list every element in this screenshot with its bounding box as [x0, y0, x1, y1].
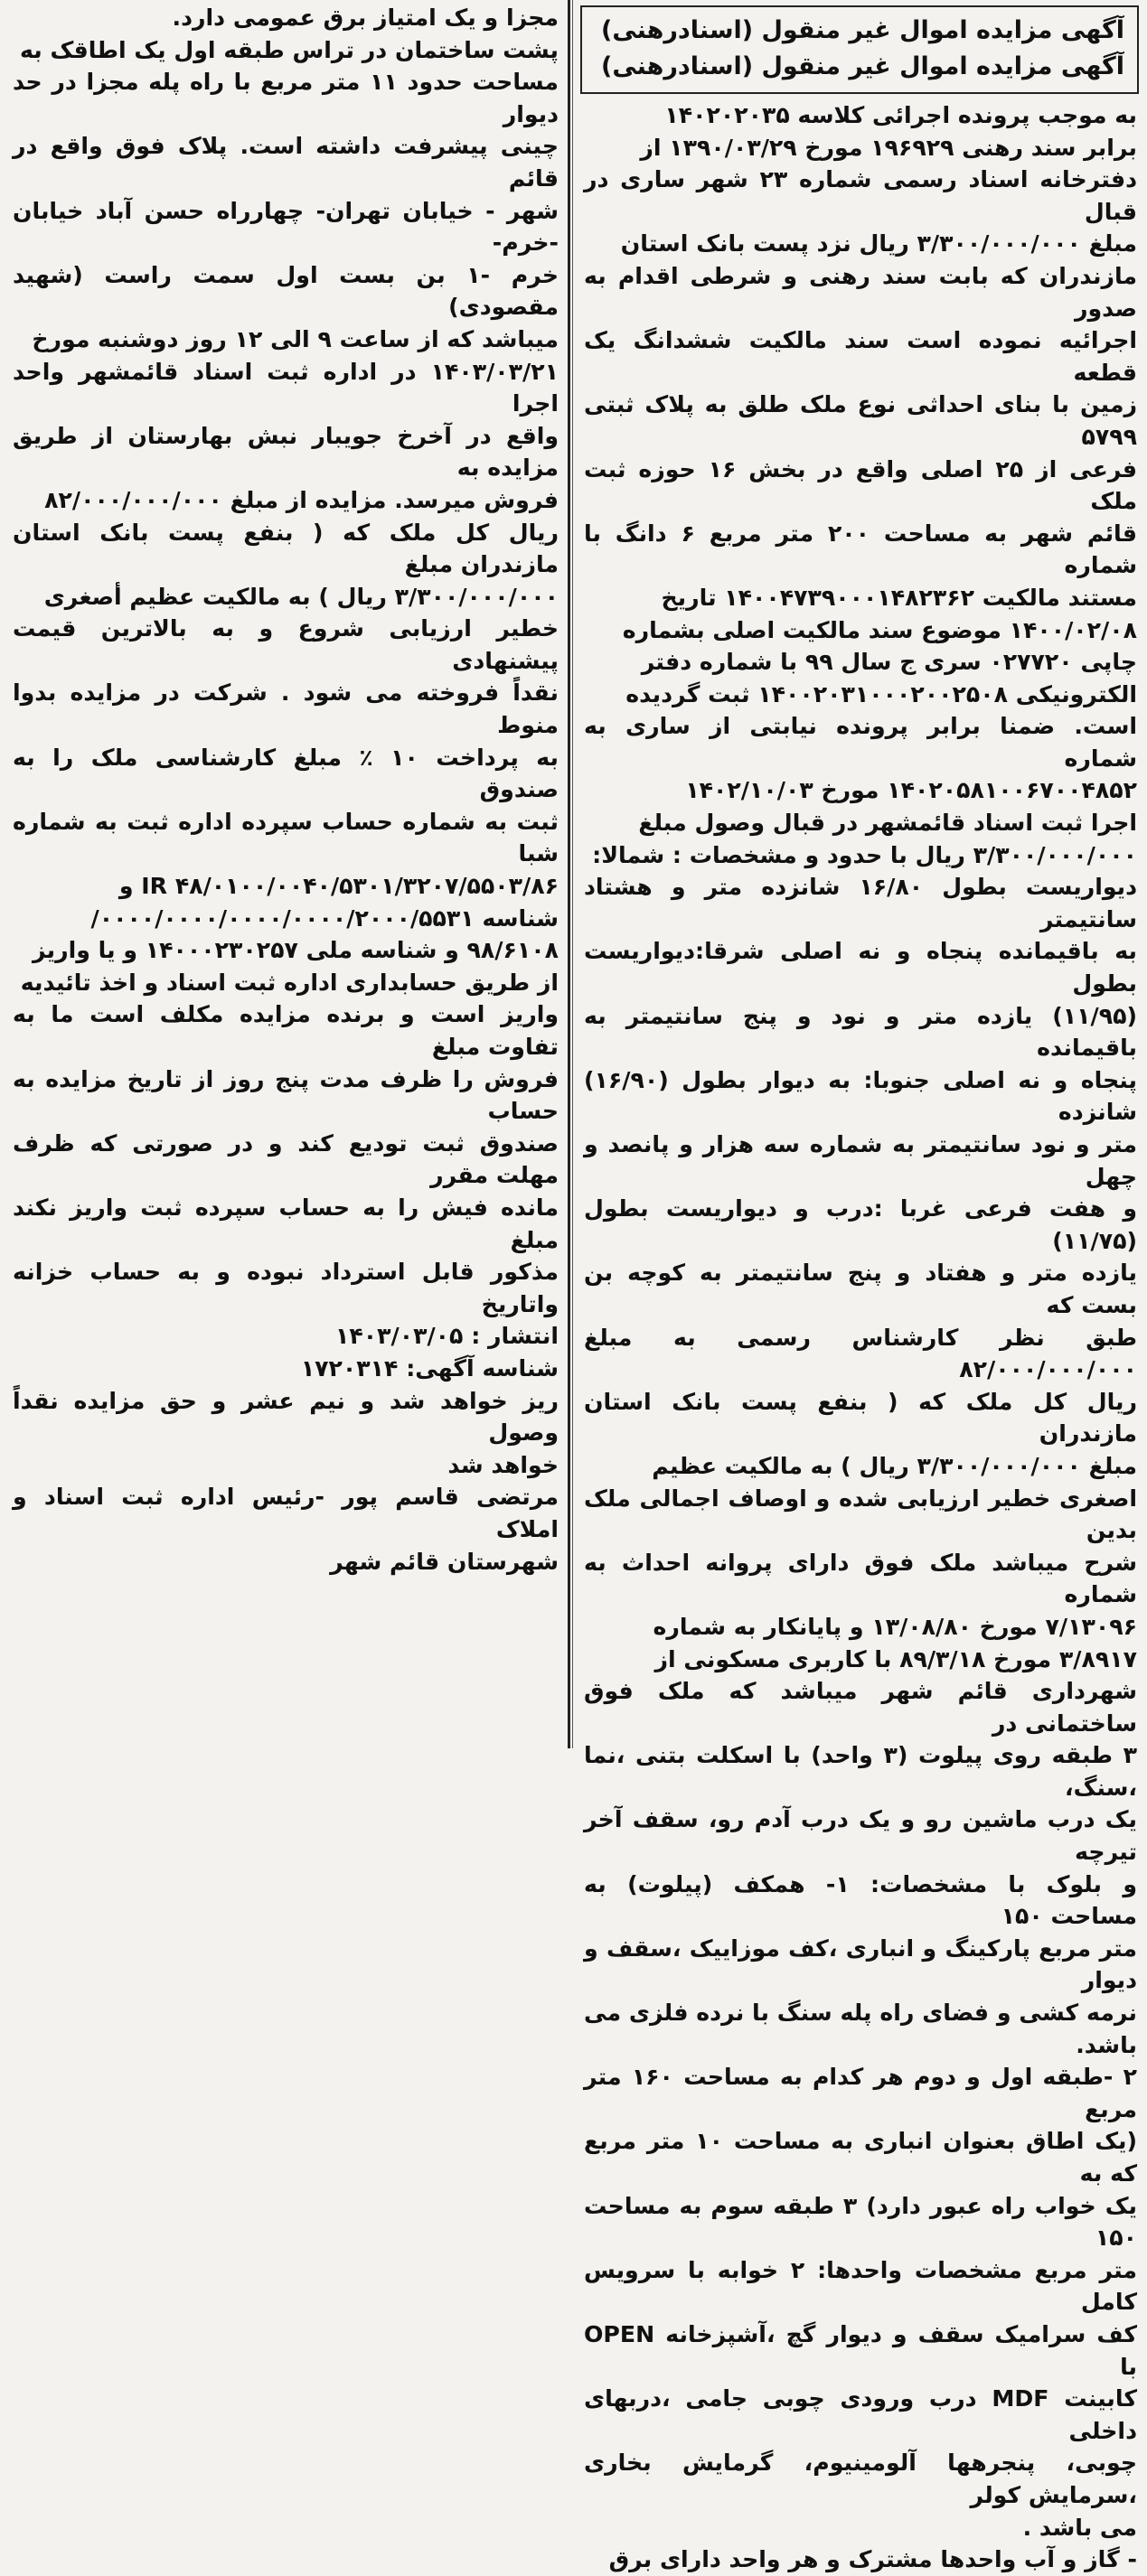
signature: مرتضی قاسم پور -رئیس اداره ثبت اسناد و املاک شهرستان قائم شهر [13, 1484, 559, 1575]
header-title-1: آگهی مزایده اموال غیر منقول (اسنادرهنی) [600, 16, 1124, 44]
notice-body-right: به موجب پرونده اجرائی کلاسه ۱۴۰۲۰۲۰۳۵ برابر سند رهنی ۱۹۶۹۲۹ مورخ ۱۳۹۰/۰۳/۲۹ از دفترخانه اسناد رسمی شماره ۲۳ شهر ساری در قبال مبلغ ۳/۳۰۰/۰۰۰/۰۰۰ ریال نزد پست بانک استان مازندران که بابت سند رهنی و شرطی اقدام به صدور اجرائیه نموده است سند مالکیت ششدانگ یک قطعه زمین با بنای احداثی نوع ملک طلق به پلاک ثبتی ۵۷۹۹ فرعی از ۲۵ اصلی واقع در بخش ۱۶ حوزه ثبت ملک قائم شهر به مساحت ۲۰۰ متر مربع ۶ دانگ با شماره مستند مالکیت ۱۴۰۰۴۷۳۹۰۰۰۱۴۸۲۳۶۲ تاریخ ۱۴۰۰/۰۲/۰۸ موضوع سند مالکیت اصلی بشماره چاپی ۰۲۷۷۲۰ سری ج سال ۹۹ با شماره دفتر الکترونیکی ۱۴۰۰۲۰۳۱۰۰۰۲۰۰۲۵۰۸ ثبت گردیده است. ضمنا برابر پرونده نیابتی از ساری به شماره ۱۴۰۲۰۵۸۱۰۰۶۷۰۰۴۸۵۲ مورخ ۱۴۰۲/۱۰/۰۳ اجرا ثبت اسناد قائمشهر در قبال وصول مبلغ ۳/۳۰۰/۰۰۰/۰۰۰ ریال با حدود و مشخصات : شمالا: دیواریست بطول ۱۶/۸۰ شانزده متر و هشتاد سانتیمتر به باقیمانده پنجاه و نه اصلی شرقا:دیواریست بطول (۱۱/۹۵) یازده متر و نود و پنج سانتیمتر به باقیمانده پنجاه و نه اصلی جنوبا: به دیوار بطول (۱۶/۹۰) شانزده متر و نود سانتیمتر به شماره سه هزار و پانصد و چهل و هفت فرعی غربا :درب و دیواریست بطول (۱۱/۷۵) یازده متر و هفتاد و پنج سانتیمتر به کوچه بن بست که طبق نظر کارشناس رسمی به مبلغ ۸۲/۰۰۰/۰۰۰/۰۰۰ ریال کل ملک که ( بنفع پست بانک استان مازندران مبلغ ۳/۳۰۰/۰۰۰/۰۰۰ ریال ) به مالکیت عظیم اصغری خطیر ارزیابی شده و اوصاف اجمالی ملک بدین شرح میباشد ملک فوق دارای پروانه احداث به شماره ۷/۱۳۰۹۶ مورخ ۱۳/۰۸/۸۰ و پایانکار به شماره ۳/۸۹۱۷ مورخ ۸۹/۳/۱۸ با کاربری مسکونی از شهرداری قائم شهر میباشد که ملک فوق ساختمانی در ۳ طبقه روی پیلوت (۳ واحد) با اسکلت بتنی ،نما ،سنگ، یک درب ماشین رو و یک درب آدم رو، سقف آخر تیرچه و بلوک با مشخصات: ۱- همکف (پیلوت) به مساحت ۱۵۰ متر مربع پارکینگ و انباری ،کف موزاییک ،سقف و دیوار نرمه کشی و فضای راه پله سنگ با نرده فلزی می باشد. ۲ -طبقه اول و دوم هر کدام به مساحت ۱۶۰ متر مربع (یک اطاق بعنوان انباری به مساحت ۱۰ متر مربع که به یک خواب راه عبور دارد) ۳ طبقه سوم به مساحت ۱۵۰ متر مربع مشخصات واحدها: ۲ خوابه با سرویس کامل کف سرامیک سقف و دیوار گچ ،آشپزخانه OPEN با کابینت MDF درب ورودی چوبی جامی ،دربهای داخلی چوبی، پنجرهها آلومینیوم، گرمایش بخاری ،سرمایش کولر می باشد . - گاز و آب واحدها مشترک و هر واحد دارای برق [584, 102, 1138, 2573]
header-title-2: آگهی مزایده اموال غیر منقول (اسنادرهنی) [600, 52, 1124, 80]
right-column [575, 0, 1144, 2573]
notice-header [580, 5, 1139, 94]
notice-body-left: مجزا و یک امتیاز برق عمومی دارد. پشت ساختمان در تراس طبقه اول یک اطاقک به مساحت حدود ۱۱ متر مربع با راه پله مجزا در حد دیوار چینی پیشرفت داشته است. پلاک فوق واقع در قائم شهر - خیابان تهران- چهارراه حسن آباد خیابان -خرم- خرم -۱ بن بست اول سمت راست (شهید مقصودی) میباشد که از ساعت ۹ الی ۱۲ روز دوشنبه مورخ ۱۴۰۳/۰۳/۲۱ در اداره ثبت اسناد قائمشهر واحد اجرا واقع در آخرخ جویبار نبش بهارستان از طریق مزایده به فروش میرسد. مزایده از مبلغ ۸۲/۰۰۰/۰۰۰/۰۰۰ ریال کل ملک که ( بنفع پست بانک استان مازندران مبلغ ۳/۳۰۰/۰۰۰/۰۰۰ ریال ) به مالکیت عظیم أصغری خطیر ارزیابی شروع و به بالاترین قیمت پیشنهادی نقداً فروخته می شود . شرکت در مزایده بدوا منوط به پرداخت ۱۰ ٪ مبلغ کارشناسی ملک را به صندوق ثبت به شماره حساب سپرده اداره ثبت به شماره شبا IR ۴۸/۰۱۰۰/۰۰۴۰/۵۳۰۱/۳۲۰۷/۵۵۰۳/۸۶ و شناسه ۰۰۰۰/۰۰۰۰/۰۰۰۰/۰۰۰۰/۲۰۰۰/۵۵۳۱/ ۹۸/۶۱۰۸ و شناسه ملی ۱۴۰۰۰۲۳۰۲۵۷ و یا واریز از طریق حسابداری اداره ثبت اسناد و اخذ تائیدیه واریز است و برنده مزایده مکلف است ما به تفاوت مبلغ فروش را ظرف مدت پنج روز از تاریخ مزایده به حساب صندوق ثبت تودیع کند و در صورتی که ظرف مهلت مقرر مانده فیش را به حساب سپرده ثبت واریز نکند مبلغ مذکور قابل استرداد نبوده و به حساب خزانه واتاریخ انتشار : ۱۴۰۳/۰۳/۰۵ شناسه آگهی: ۱۷۲۰۳۱۴ ریز خواهد شد و نیم عشر و حق مزایده نقداً وصول خواهد شد [13, 5, 559, 1478]
column-divider [568, 0, 570, 1748]
column-divider-thin [572, 0, 573, 1748]
left-column [4, 0, 566, 1748]
